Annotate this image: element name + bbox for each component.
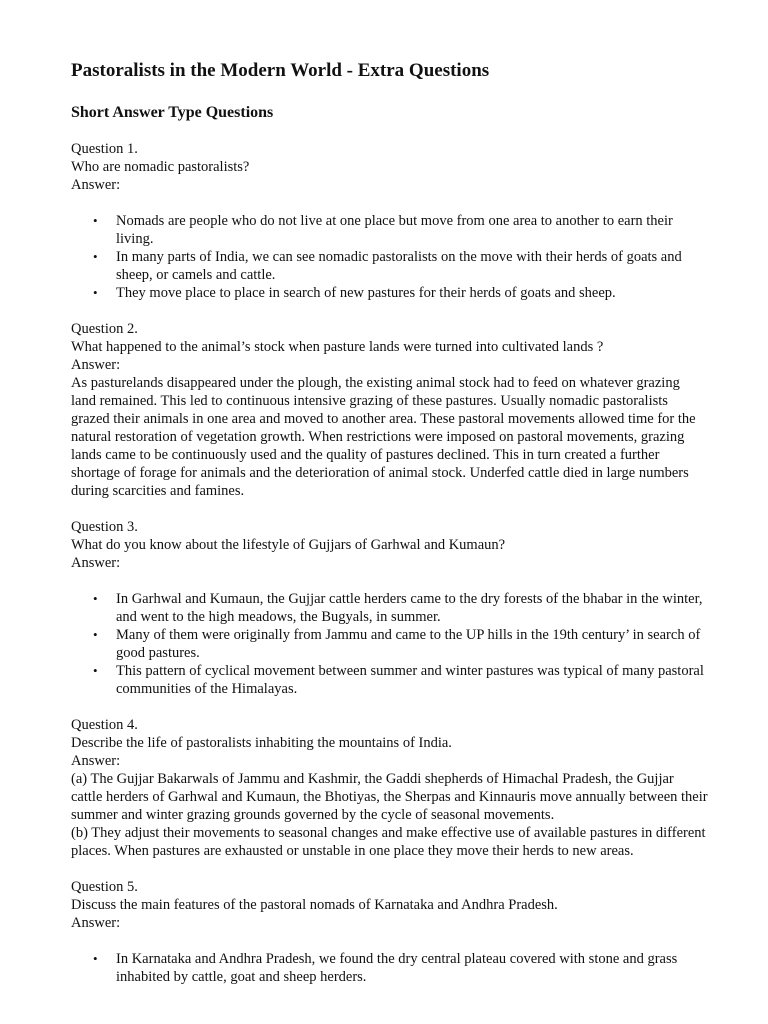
question-text: Who are nomadic pastoralists? bbox=[71, 159, 250, 175]
question-block-3 bbox=[71, 518, 708, 698]
list-item: • In many parts of India, we can see nomadic pastoralists on the move with their herds of goats and sheep, or camels and cattle. bbox=[116, 248, 708, 284]
question-label: Question 1. bbox=[71, 141, 138, 157]
question-text: Discuss the main features of the pastoral nomads of Karnataka and Andhra Pradesh. bbox=[71, 897, 558, 913]
question-text: What happened to the animal’s stock when pasture lands were turned into cultivated lands ? bbox=[71, 339, 604, 355]
question-block-4 bbox=[71, 716, 708, 860]
section-heading: Short Answer Type Questions bbox=[71, 104, 274, 121]
answer-list bbox=[71, 590, 708, 698]
list-item: • In Garhwal and Kumaun, the Gujjar cattle herders came to the dry forests of the bhabar in the winter, and went to the high meadows, the Bugyals, in summer. bbox=[116, 590, 708, 626]
answer-label: Answer: bbox=[71, 177, 121, 193]
question-block-5 bbox=[71, 878, 708, 986]
answer-label: Answer: bbox=[71, 555, 121, 571]
answer-label: Answer: bbox=[71, 753, 121, 769]
list-item: • This pattern of cyclical movement between summer and winter pastures was typical of many pastoral communities of the Himalayas. bbox=[116, 662, 708, 698]
question-label: Question 2. bbox=[71, 321, 138, 337]
list-item: • Nomads are people who do not live at one place but move from one area to another to earn their living. bbox=[116, 212, 708, 248]
question-block-1 bbox=[71, 140, 708, 302]
question-label: Question 5. bbox=[71, 879, 138, 895]
answer-label: Answer: bbox=[71, 915, 121, 931]
answer-label: Answer: bbox=[71, 357, 121, 373]
question-label: Question 4. bbox=[71, 717, 138, 733]
answer-paragraph: As pasturelands disappeared under the plough, the existing animal stock had to feed on whatever grazing land remained. This led to continuous intensive grazing of these pastures. Usually nomadic pastoralists grazed their animals in one area and moved to another area. These pastoral movements allowed time for the natural restoration of vegetation growth. When restrictions were imposed on pastoral movements, grazing lands came to be continuously used and the quality of pastures declined. This in turn created a further shortage of forage for animals and the deterioration of animal stock. Underfed cattle died in large numbers during scarcities and famines. bbox=[71, 375, 696, 499]
question-text: Describe the life of pastoralists inhabiting the mountains of India. bbox=[71, 735, 452, 751]
page-title: Pastoralists in the Modern World - Extra Questions bbox=[71, 60, 490, 81]
answer-list bbox=[71, 950, 708, 986]
list-item: • They move place to place in search of new pastures for their herds of goats and sheep. bbox=[116, 284, 708, 302]
list-item: • Many of them were originally from Jammu and came to the UP hills in the 19th century’ in search of good pastures. bbox=[116, 626, 708, 662]
question-block-2 bbox=[71, 320, 708, 500]
question-text: What do you know about the lifestyle of Gujjars of Garhwal and Kumaun? bbox=[71, 537, 506, 553]
list-item: • In Karnataka and Andhra Pradesh, we found the dry central plateau covered with stone and grass inhabited by cattle, goat and sheep herders. bbox=[116, 950, 708, 986]
answer-paragraph: (a) The Gujjar Bakarwals of Jammu and Kashmir, the Gaddi shepherds of Himachal Pradesh, the Gujjar cattle herders of Garhwal and Kumaun, the Bhotiyas, the Sherpas and Kinnauris move annually between their summer and winter grazing grounds governed by the cycle of seasonal movements. bbox=[71, 771, 708, 823]
question-label: Question 3. bbox=[71, 519, 138, 535]
answer-paragraph: (b) They adjust their movements to seasonal changes and make effective use of available pastures in different places. When pastures are exhausted or unstable in one place they move their herds to new areas. bbox=[71, 825, 706, 859]
answer-list bbox=[71, 212, 708, 302]
